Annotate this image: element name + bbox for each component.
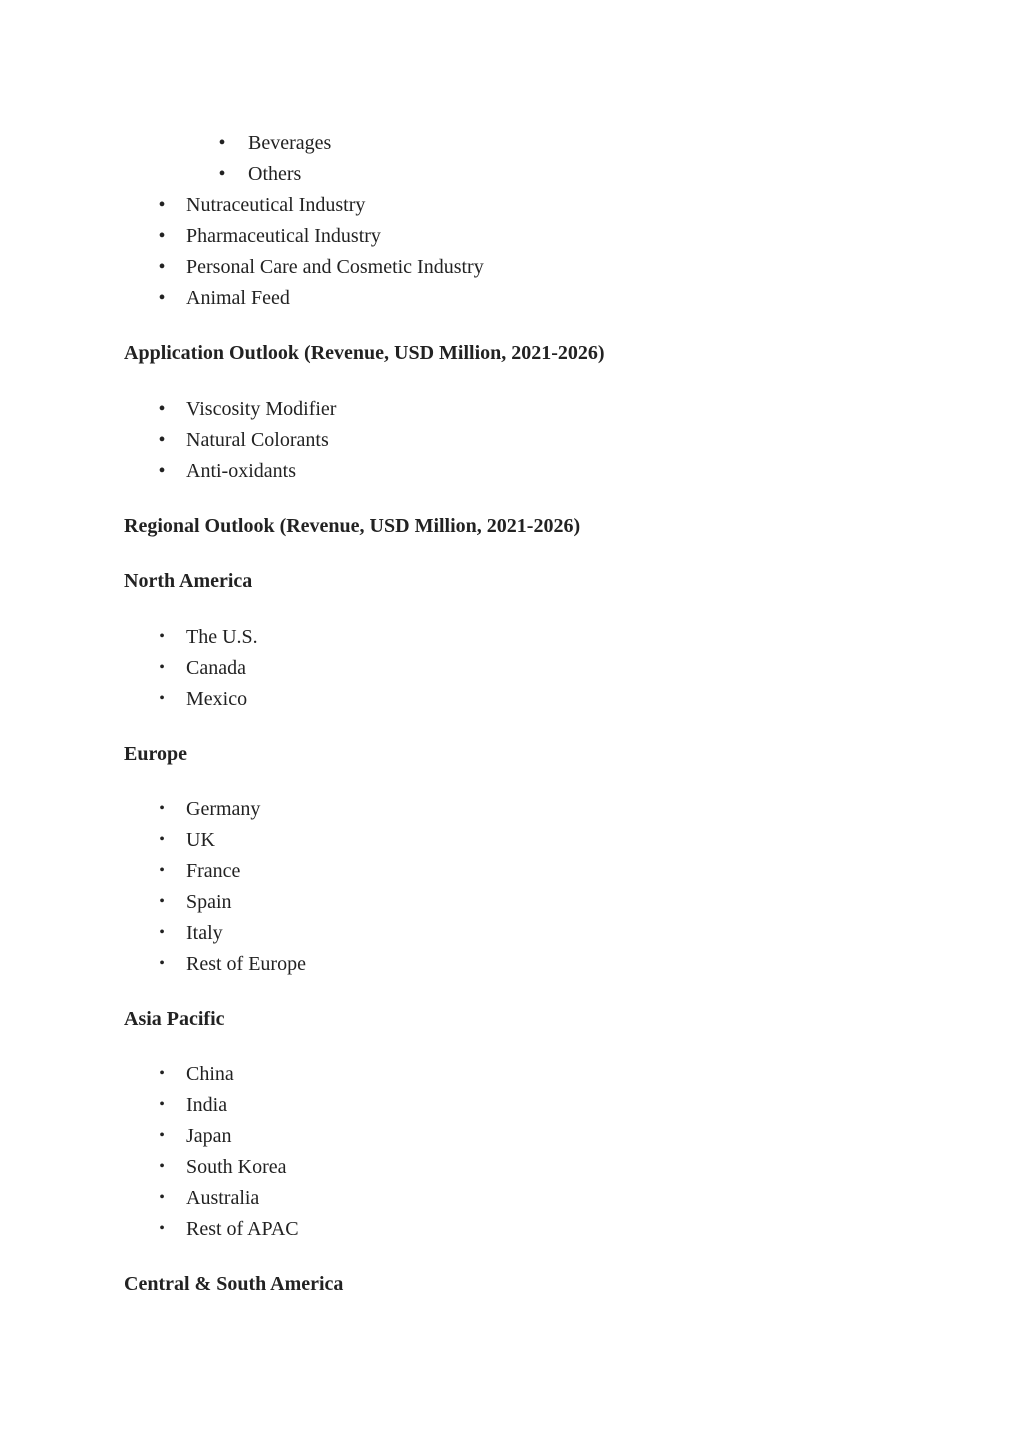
list-item bbox=[158, 428, 329, 452]
bullet: • bbox=[159, 924, 165, 941]
list-item bbox=[159, 1217, 299, 1241]
bullet: • bbox=[158, 460, 166, 482]
list-item-label: Viscosity Modifier bbox=[186, 398, 337, 420]
list-item-label: Australia bbox=[186, 1187, 260, 1209]
list-item-label: Germany bbox=[186, 798, 261, 820]
bullet: • bbox=[159, 1220, 165, 1237]
list-item-label: Mexico bbox=[186, 688, 248, 710]
bullet: • bbox=[159, 1127, 165, 1144]
list-item-label: Beverages bbox=[248, 132, 332, 154]
list-item-label: India bbox=[186, 1094, 228, 1116]
section-heading-application: Application Outlook (Revenue, USD Million, 2021-2026) bbox=[124, 342, 605, 364]
section-heading-europe: Europe bbox=[124, 743, 187, 765]
list-item bbox=[218, 162, 302, 186]
list-item-label: Japan bbox=[186, 1125, 232, 1147]
bullet: • bbox=[159, 690, 165, 707]
list-item-label: Personal Care and Cosmetic Industry bbox=[186, 256, 484, 278]
list-item-label: Natural Colorants bbox=[186, 429, 329, 451]
list-item-label: Nutraceutical Industry bbox=[186, 194, 366, 216]
list-item-label: Pharmaceutical Industry bbox=[186, 225, 381, 247]
list-item bbox=[159, 859, 241, 883]
list-item bbox=[159, 890, 232, 914]
bullet: • bbox=[159, 955, 165, 972]
bullet: • bbox=[159, 1158, 165, 1175]
list-item bbox=[159, 656, 246, 680]
list-item bbox=[159, 1155, 287, 1179]
list-item-label: Rest of APAC bbox=[186, 1218, 299, 1240]
list-item bbox=[158, 255, 484, 279]
list-item bbox=[159, 687, 248, 711]
list-item-label: South Korea bbox=[186, 1156, 287, 1178]
section-heading-north-america: North America bbox=[124, 570, 253, 592]
list-item bbox=[159, 1093, 228, 1117]
list-item bbox=[159, 952, 306, 976]
list-item bbox=[159, 1186, 260, 1210]
bullet: • bbox=[218, 163, 226, 185]
list-item-label: Italy bbox=[186, 922, 223, 944]
bullet: • bbox=[159, 1096, 165, 1113]
bullet: • bbox=[159, 1189, 165, 1206]
list-item bbox=[218, 131, 332, 155]
list-item-label: Animal Feed bbox=[186, 287, 290, 309]
list-item-label: Canada bbox=[186, 657, 246, 679]
bullet: • bbox=[158, 256, 166, 278]
list-item-label: Rest of Europe bbox=[186, 953, 306, 975]
list-item bbox=[159, 1062, 234, 1086]
bullet: • bbox=[158, 398, 166, 420]
bullet: • bbox=[159, 893, 165, 910]
bullet: • bbox=[158, 194, 166, 216]
list-item bbox=[158, 397, 337, 421]
list-item-label: Others bbox=[248, 163, 302, 185]
list-item bbox=[158, 193, 366, 217]
bullet: • bbox=[159, 831, 165, 848]
list-item-label: China bbox=[186, 1063, 234, 1085]
bullet: • bbox=[158, 225, 166, 247]
list-item-label: Anti-oxidants bbox=[186, 460, 296, 482]
list-item-label: The U.S. bbox=[186, 626, 258, 648]
list-item bbox=[159, 828, 215, 852]
list-item-label: France bbox=[186, 860, 241, 882]
list-item bbox=[159, 921, 223, 945]
section-heading-regional: Regional Outlook (Revenue, USD Million, 2021-2026) bbox=[124, 515, 581, 537]
bullet: • bbox=[159, 628, 165, 645]
section-heading-asia-pacific: Asia Pacific bbox=[124, 1008, 225, 1030]
bullet: • bbox=[159, 862, 165, 879]
list-item-label: UK bbox=[186, 829, 215, 851]
bullet: • bbox=[158, 429, 166, 451]
bullet: • bbox=[159, 659, 165, 676]
bullet: • bbox=[159, 800, 165, 817]
bullet: • bbox=[158, 287, 166, 309]
list-item bbox=[159, 1124, 232, 1148]
list-item bbox=[158, 286, 290, 310]
list-item bbox=[158, 459, 296, 483]
list-item bbox=[159, 625, 258, 649]
list-item bbox=[158, 224, 381, 248]
list-item-label: Spain bbox=[186, 891, 232, 913]
bullet: • bbox=[159, 1065, 165, 1082]
list-item bbox=[159, 797, 261, 821]
section-heading-central-south-america: Central & South America bbox=[124, 1273, 344, 1295]
bullet: • bbox=[218, 132, 226, 154]
